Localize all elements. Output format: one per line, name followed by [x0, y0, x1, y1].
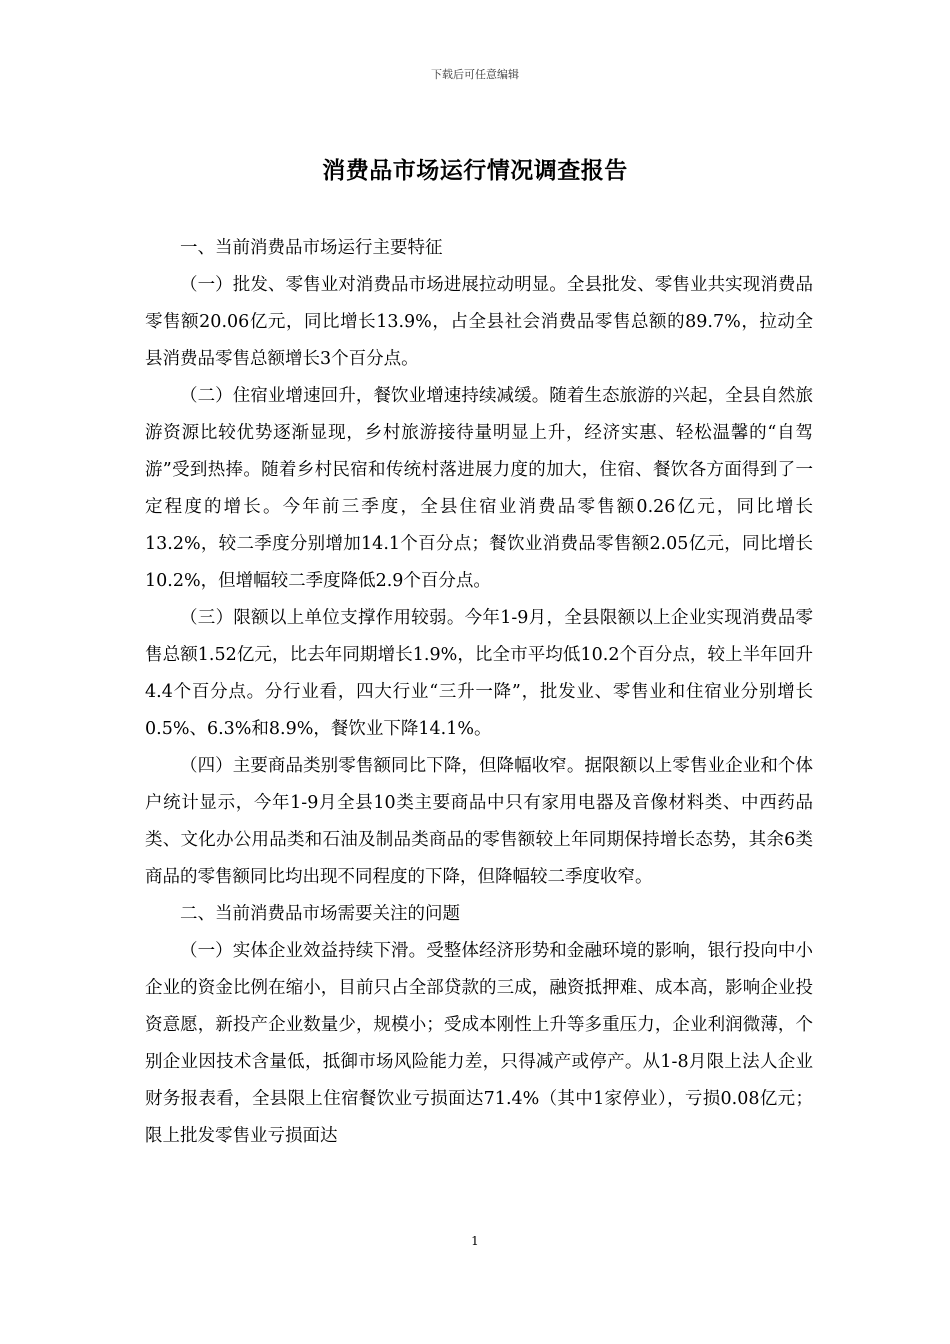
- section-heading-2: 二、当前消费品市场需要关注的问题: [180, 904, 460, 924]
- document-title: 消费品市场运行情况调查报告: [322, 157, 628, 184]
- paragraph-2-1: （一）实体企业效益持续下滑。受整体经济形势和金融环境的影响，银行投向中小企业的资金比例在缩小，目前只占全部贷款的三成，融资抵押难、成本高，影响企业投资意愿，新投产企业数量少，规模小；受成本刚性上升等多重压力，企业利润微薄，个别企业因技术含量低，抵御市场风险能力差，只得减产或停产。从1-8月限上法人企业财务报表看，全县限上住宿餐饮业亏损面达71.4%（其中1家停业），亏损0.08亿元；限上批发零售业亏损面达: [145, 941, 813, 1146]
- document-body: [145, 230, 813, 1155]
- header-note: 下载后可任意编辑: [431, 68, 519, 81]
- paragraph-1-2: （二）住宿业增速回升，餐饮业增速持续减缓。随着生态旅游的兴起，全县自然旅游资源比较优势逐渐显现，乡村旅游接待量明显上升，经济实惠、轻松温馨的“自驾游”受到热捧。随着乡村民宿和传统村落进展力度的加大，住宿、餐饮各方面得到了一定程度的增长。今年前三季度，全县住宿业消费品零售额0.26亿元，同比增长13.2%，较二季度分别增加14.1个百分点；餐饮业消费品零售额2.05亿元，同比增长10.2%，但增幅较二季度降低2.9个百分点。: [145, 386, 813, 591]
- paragraph-1-3: （三）限额以上单位支撑作用较弱。今年1-9月，全县限额以上企业实现消费品零售总额1.52亿元，比去年同期增长1.9%，比全市平均低10.2个百分点，较上半年回升4.4个百分点。分行业看，四大行业“三升一降”，批发业、零售业和住宿业分别增长0.5%、6.3%和8.9%，餐饮业下降14.1%。: [145, 608, 813, 739]
- section-heading-1: 一、当前消费品市场运行主要特征: [180, 238, 443, 258]
- paragraph-1-1: （一）批发、零售业对消费品市场进展拉动明显。全县批发、零售业共实现消费品零售额20.06亿元，同比增长13.9%，占全县社会消费品零售总额的89.7%，拉动全县消费品零售总额增长3个百分点。: [145, 275, 813, 369]
- paragraph-1-4: （四）主要商品类别零售额同比下降，但降幅收窄。据限额以上零售业企业和个体户统计显示，今年1-9月全县10类主要商品中只有家用电器及音像材料类、中西药品类、文化办公用品类和石油及制品类商品的零售额较上年同期保持增长态势，其余6类商品的零售额同比均出现不同程度的下降，但降幅较二季度收窄。: [145, 756, 813, 887]
- page-number: 1: [471, 1234, 479, 1248]
